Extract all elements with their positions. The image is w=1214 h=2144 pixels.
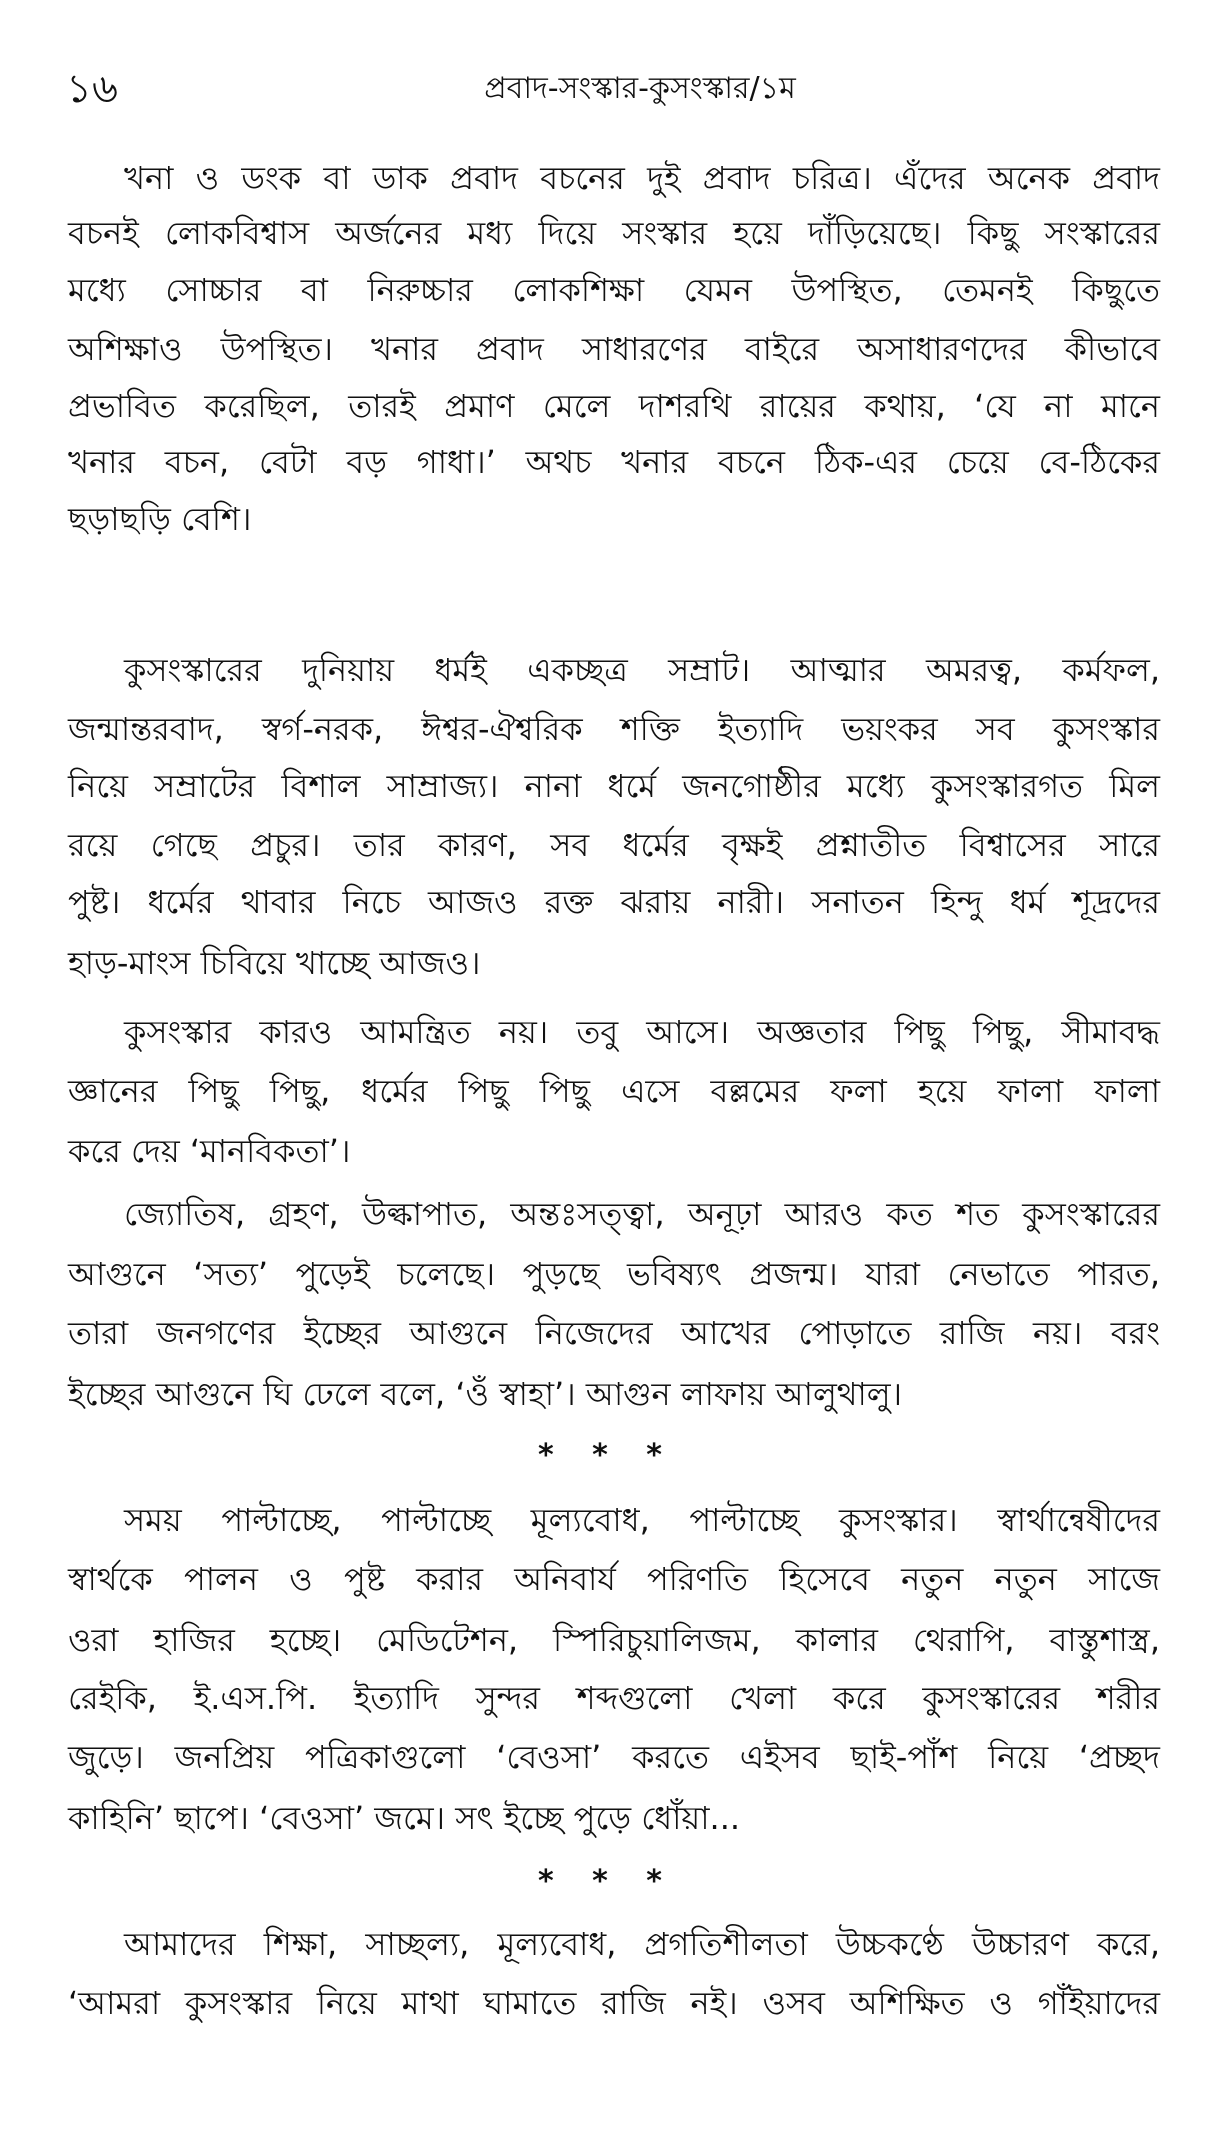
section-separator: * * * — [538, 1438, 676, 1473]
text-line: করে দেয় ‘মানবিকতা’। — [68, 1132, 351, 1170]
running-head: প্রবাদ-সংস্কার-কুসংস্কার/১ম — [484, 71, 796, 106]
section-separator: * * * — [538, 1864, 676, 1899]
text-line: অশিক্ষাও উপস্থিত। খনার প্রবাদ সাধারণের বাইরে অসাধারণদের কীভাবে — [68, 330, 1160, 368]
text-line: খনার বচন, বেটা বড় গাধা।’ অথচ খনার বচনে ঠিক-এর চেয়ে বে-ঠিকের — [68, 443, 1160, 481]
text-line: স্বার্থকে পালন ও পুষ্ট করার অনিবার্য পরিণতি হিসেবে নতুন নতুন সাজে — [68, 1560, 1160, 1598]
text-line: খনা ও ডংক বা ডাক প্রবাদ বচনের দুই প্রবাদ চরিত্র। এঁদের অনেক প্রবাদ — [124, 159, 1160, 197]
text-line: প্রভাবিত করেছিল, তারই প্রমাণ মেলে দাশরথি রায়ের কথায়, ‘যে না মানে — [68, 387, 1160, 425]
text-line: ছড়াছড়ি বেশি। — [68, 500, 252, 538]
text-line: বচনই লোকবিশ্বাস অর্জনের মধ্য দিয়ে সংস্কার হয়ে দাঁড়িয়েছে। কিছু সংস্কারের — [68, 214, 1160, 252]
text-line: জুড়ে। জনপ্রিয় পত্রিকাগুলো ‘বেওসা’ করতে এইসব ছাই-পাঁশ নিয়ে ‘প্রচ্ছদ — [68, 1738, 1160, 1776]
text-line: ওরা হাজির হচ্ছে। মেডিটেশন, স্পিরিচুয়ালিজম, কালার থেরাপি, বাস্তুশাস্ত্র, — [68, 1621, 1160, 1659]
text-line: মধ্যে সোচ্চার বা নিরুচ্চার লোকশিক্ষা যেমন উপস্থিত, তেমনই কিছুতে — [68, 271, 1160, 309]
text-line: কাহিনি’ ছাপে। ‘বেওসা’ জমে। সৎ ইচ্ছে পুড়ে ধোঁয়া... — [68, 1799, 741, 1837]
text-line: রেইকি, ই.এস.পি. ইত্যাদি সুন্দর শব্দগুলো খেলা করে কুসংস্কারের শরীর — [68, 1679, 1160, 1717]
text-line: আগুনে ‘সত্য’ পুড়েই চলেছে। পুড়ছে ভবিষ্যৎ প্রজন্ম। যারা নেভাতে পারত, — [68, 1255, 1160, 1293]
page-number: ১৬ — [66, 66, 118, 112]
text-line: রয়ে গেছে প্রচুর। তার কারণ, সব ধর্মের বৃক্ষই প্রশ্নাতীত বিশ্বাসের সারে — [68, 826, 1160, 864]
text-line: ইচ্ছের আগুনে ঘি ঢেলে বলে, ‘ওঁ স্বাহা’। আগুন লাফায় আলুথালু। — [68, 1375, 903, 1413]
text-line: নিয়ে সম্রাটের বিশাল সাম্রাজ্য। নানা ধর্মে জনগোষ্ঠীর মধ্যে কুসংস্কারগত মিল — [68, 767, 1160, 805]
text-line: কুসংস্কার কারও আমন্ত্রিত নয়। তবু আসে। অজ্ঞতার পিছু পিছু, সীমাবদ্ধ — [124, 1013, 1160, 1051]
text-line: তারা জনগণের ইচ্ছের আগুনে নিজেদের আখের পোড়াতে রাজি নয়। বরং — [68, 1314, 1160, 1352]
text-line: আমাদের শিক্ষা, সাচ্ছল্য, মূল্যবোধ, প্রগতিশীলতা উচ্চকণ্ঠে উচ্চারণ করে, — [124, 1925, 1160, 1963]
text-line: জ্যোতিষ, গ্রহণ, উল্কাপাত, অন্তঃসত্ত্বা, অনূঢ়া আরও কত শত কুসংস্কারের — [124, 1195, 1160, 1233]
text-line: সময় পাল্টাচ্ছে, পাল্টাচ্ছে মূল্যবোধ, পাল্টাচ্ছে কুসংস্কার। স্বার্থান্বেষীদের — [124, 1501, 1160, 1539]
text-line: ‘আমরা কুসংস্কার নিয়ে মাথা ঘামাতে রাজি নই। ওসব অশিক্ষিত ও গাঁইয়াদের — [68, 1984, 1160, 2022]
text-line: হাড়-মাংস চিবিয়ে খাচ্ছে আজও। — [68, 944, 481, 982]
text-line: জন্মান্তরবাদ, স্বর্গ-নরক, ঈশ্বর-ঐশ্বরিক শক্তি ইত্যাদি ভয়ংকর সব কুসংস্কার — [68, 710, 1160, 748]
text-line: কুসংস্কারের দুনিয়ায় ধর্মই একচ্ছত্র সম্রাট। আত্মার অমরত্ব, কর্মফল, — [124, 651, 1160, 689]
text-line: জ্ঞানের পিছু পিছু, ধর্মের পিছু পিছু এসে বল্লমের ফলা হয়ে ফালা ফালা — [68, 1072, 1160, 1110]
text-line: পুষ্ট। ধর্মের থাবার নিচে আজও রক্ত ঝরায় নারী। সনাতন হিন্দু ধর্ম শূদ্রদের — [68, 883, 1160, 921]
